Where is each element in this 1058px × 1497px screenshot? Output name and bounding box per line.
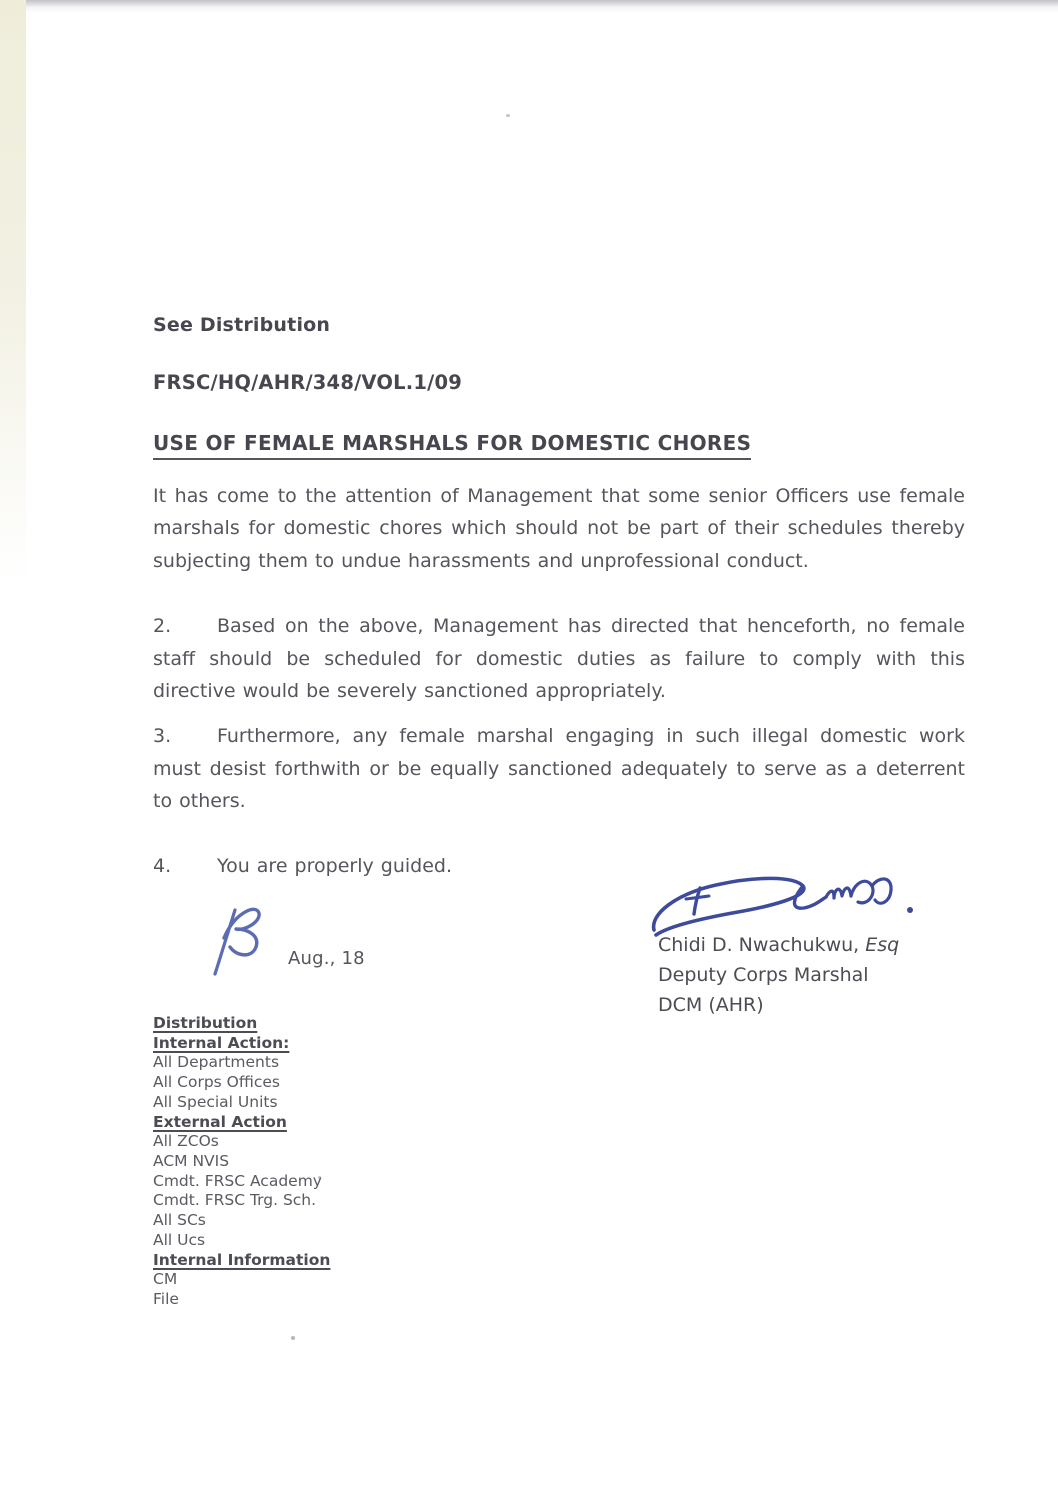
distribution-item: All Departments xyxy=(153,1053,280,1072)
signatory-office: DCM (AHR) xyxy=(658,994,764,1017)
distribution-item: Cmdt. FRSC Academy xyxy=(153,1171,322,1190)
distribution-section-internal-action: Internal Action: xyxy=(153,1033,290,1052)
scan-speck xyxy=(291,1336,295,1340)
scan-edge-top xyxy=(0,0,1058,13)
recipient-line: See Distribution xyxy=(153,314,331,336)
distribution-section-internal-information: Internal Information xyxy=(153,1250,331,1269)
scan-speck xyxy=(506,114,510,117)
signatory-name xyxy=(658,930,968,960)
handwritten-day-ink xyxy=(208,895,274,983)
paragraph-2-text: Based on the above, Management has directed that henceforth, no female staff should be scheduled for domestic duties as failure to comply with this directive would be severely sanctioned appropriately. xyxy=(153,615,965,703)
scan-edge-left xyxy=(0,0,26,610)
letter-body xyxy=(153,313,965,1310)
distribution-section-external-action: External Action xyxy=(153,1112,287,1131)
paragraph-2-number: 2. xyxy=(153,615,172,638)
paragraph-1-text: It has come to the attention of Management that some senior Officers use female marshals for domestic chores which should not be part of their schedules thereby subjecting them to undue harassments and unprofessional conduct. xyxy=(153,485,965,572)
paragraph-3-number: 3. xyxy=(153,725,172,748)
paragraph-1 xyxy=(153,480,965,577)
distribution-item: All Corps Offices xyxy=(153,1073,280,1092)
distribution-item: Cmdt. FRSC Trg. Sch. xyxy=(153,1191,317,1210)
reference-number: FRSC/HQ/AHR/348/VOL.1/09 xyxy=(153,371,462,394)
paragraph-3 xyxy=(153,720,965,817)
distribution-item: ACM NVIS xyxy=(153,1151,230,1170)
paragraph-3-text: Furthermore, any female marshal engaging in such illegal domestic work must desist forthwith or be equally sanctioned adequately to serve as a deterrent to others. xyxy=(153,725,965,813)
signatory-block xyxy=(658,868,968,1020)
paragraph-4-number: 4. xyxy=(153,854,172,877)
distribution-item: All Special Units xyxy=(153,1092,278,1111)
distribution-item: File xyxy=(153,1289,179,1308)
date-text: Aug., 18 xyxy=(288,948,365,970)
date-block xyxy=(208,895,365,983)
distribution-item: All SCs xyxy=(153,1211,206,1230)
signatory-title: Deputy Corps Marshal xyxy=(658,964,869,987)
distribution-item: CM xyxy=(153,1270,178,1289)
signatory-name-text: Chidi D. Nwachukwu, xyxy=(658,934,866,957)
distribution-item: All Ucs xyxy=(153,1230,206,1249)
distribution-item: All ZCOs xyxy=(153,1132,219,1151)
distribution-list xyxy=(153,1014,965,1310)
distribution-heading: Distribution xyxy=(153,1014,258,1033)
signatory-name-suffix: Esq xyxy=(865,934,900,957)
paragraph-2 xyxy=(153,610,965,707)
paragraph-4-text: You are properly guided. xyxy=(217,854,452,877)
subject-title: USE OF FEMALE MARSHALS FOR DOMESTIC CHORES xyxy=(153,431,751,460)
date-and-signature-row xyxy=(153,882,965,1017)
